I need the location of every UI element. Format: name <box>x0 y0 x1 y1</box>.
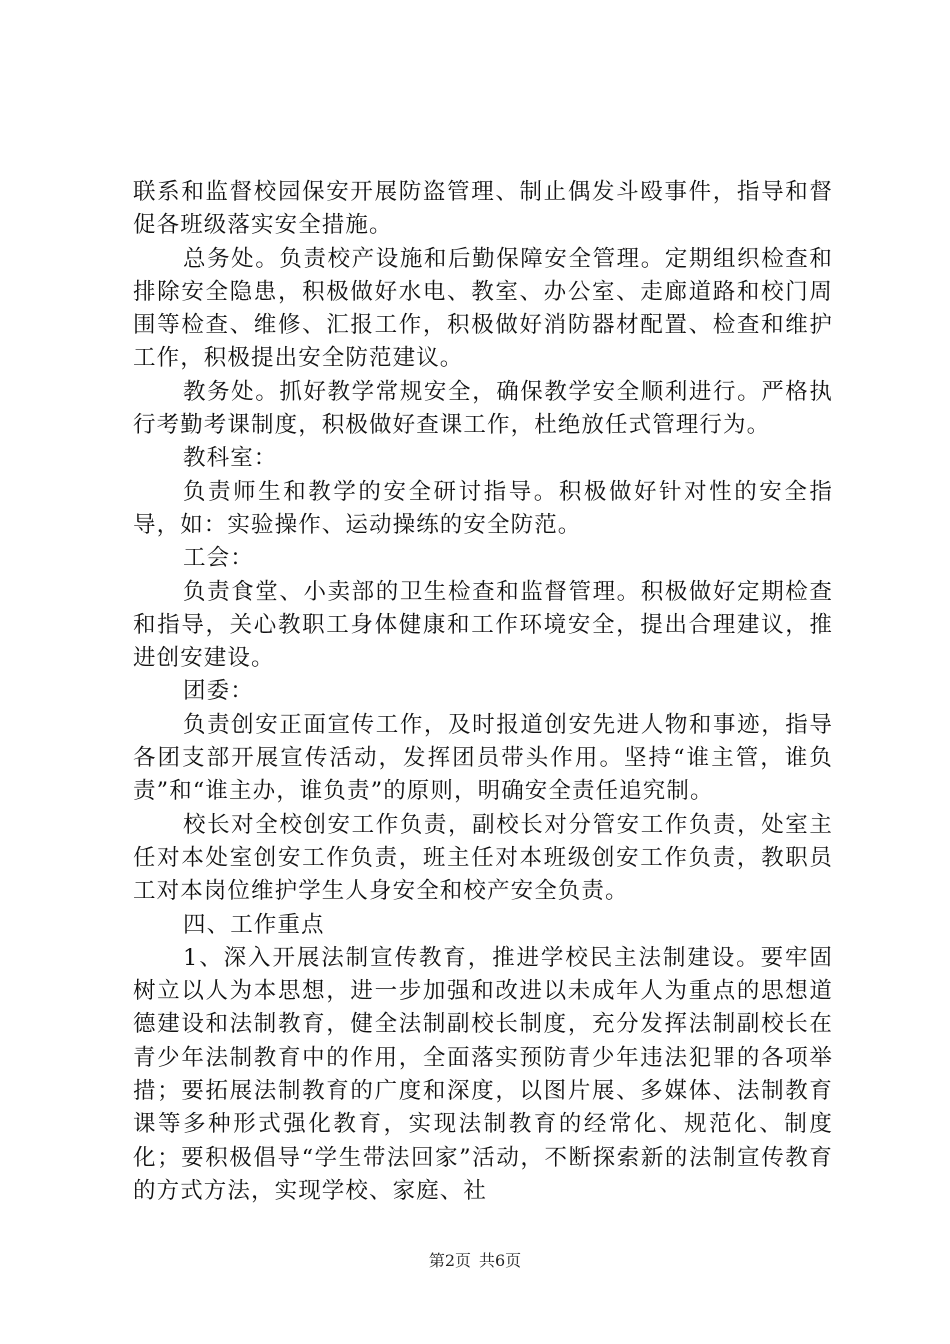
page-total: 共6页 <box>479 1251 522 1270</box>
paragraph-12: 1、深入开展法制宣传教育，推进学校民主法制建设。要牢固树立以人为本思想，进一步加强和改进以未成年人为重点的思想道德建设和法制教育，健全法制副校长制度，充分发挥法制副校长在青少年法制教育中的作用，全面落实预防青少年违法犯罪的各项举措；要拓展法制教育的广度和深度，以图片展、多媒体、法制教育课等多种形式强化教育，实现法制教育的经常化、规范化、制度化；要积极倡导“学生带法回家”活动，不断探索新的法制宣传教育的方式方法，实现学校、家庭、社 <box>133 944 833 1204</box>
paragraph-4: 教科室： <box>183 445 278 472</box>
paragraph-6: 工会： <box>183 545 254 572</box>
paragraph-9: 负责创安正面宣传工作，及时报道创安先进人物和事迹，指导各团支部开展宣传活动，发挥团员带头作用。坚持“谁主管，谁负责”和“谁主办，谁负责”的原则，明确安全责任追究制。 <box>133 711 833 805</box>
section-heading: 四、工作重点 <box>183 911 325 938</box>
paragraph-10: 校长对全校创安工作负责，副校长对分管安工作负责，处室主任对本处室创安工作负责，班主任对本班级创安工作负责，教职员工对本岗位维护学生人身安全和校产安全负责。 <box>133 811 833 905</box>
paragraph-5: 负责师生和教学的安全研讨指导。积极做好针对性的安全指导，如：实验操作、运动操练的安全防范。 <box>133 478 833 538</box>
paragraph-3: 教务处。抓好教学常规安全，确保教学安全顺利进行。严格执行考勤考课制度，积极做好查课工作，杜绝放任式管理行为。 <box>133 378 833 439</box>
page-number: 第2页 <box>428 1251 471 1270</box>
paragraph-2: 总务处。负责校产设施和后勤保障安全管理。定期组织检查和排除安全隐患，积极做好水电、教室、办公室、走廊道路和校门周围等检查、维修、汇报工作，积极做好消防器材配置、检查和维护工作，积极提出安全防范建议。 <box>133 245 833 372</box>
paragraph-1: 联系和监督校园保安开展防盗管理、制止偶发斗殴事件，指导和督促各班级落实安全措施。 <box>133 179 833 239</box>
paragraph-7: 负责食堂、小卖部的卫生检查和监督管理。积极做好定期检查和指导，关心教职工身体健康和工作环境安全，提出合理建议，推进创安建设。 <box>133 578 833 672</box>
document-body <box>133 176 833 1208</box>
page-footer <box>0 1248 950 1271</box>
paragraph-8: 团委： <box>183 678 254 705</box>
